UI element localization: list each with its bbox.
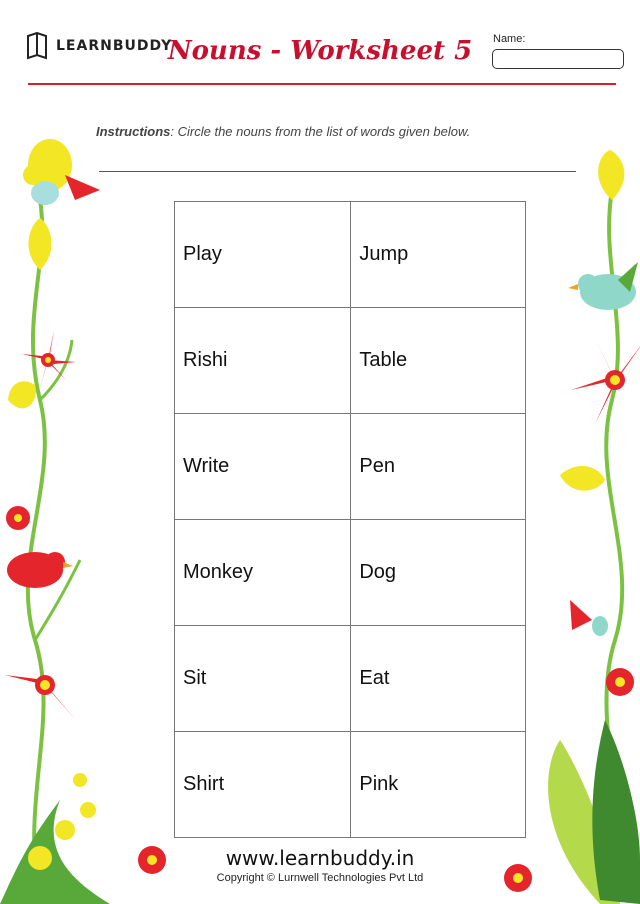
- butterfly-right-illustration: [570, 600, 608, 636]
- seed-ball: [80, 802, 96, 818]
- tulip-right-2: [560, 466, 605, 491]
- name-label: Name:: [493, 33, 526, 45]
- table-row: [175, 732, 526, 838]
- name-field[interactable]: [492, 49, 624, 69]
- table-row: [175, 626, 526, 732]
- footer-url[interactable]: www.learnbuddy.in: [225, 846, 415, 870]
- brand-name: LEARNBUDDY: [56, 38, 173, 54]
- instructions: [96, 124, 470, 139]
- word-cell[interactable]: Play: [175, 202, 351, 308]
- word-cell[interactable]: Rishi: [175, 308, 351, 414]
- tulip-left-1: [28, 218, 51, 270]
- flower-right-2: [606, 668, 634, 696]
- footer-copyright: Copyright © Lurnwell Technologies Pvt Ltd: [216, 872, 424, 884]
- word-cell[interactable]: Dog: [351, 520, 526, 626]
- answer-line: [99, 171, 576, 172]
- word-cell[interactable]: Monkey: [175, 520, 351, 626]
- seed-ball: [55, 820, 75, 840]
- butterfly-illustration: [23, 139, 100, 205]
- word-cell[interactable]: Table: [351, 308, 526, 414]
- word-cell[interactable]: Shirt: [175, 732, 351, 838]
- word-table: [174, 201, 526, 838]
- bird-left-illustration: [7, 552, 73, 588]
- word-cell[interactable]: Write: [175, 414, 351, 520]
- word-cell[interactable]: Eat: [351, 626, 526, 732]
- word-cell[interactable]: Pen: [351, 414, 526, 520]
- table-row: [175, 520, 526, 626]
- bird-right-illustration: [568, 262, 638, 310]
- left-vine-stem: [28, 200, 45, 900]
- header-divider: [28, 83, 616, 85]
- word-cell[interactable]: Pink: [351, 732, 526, 838]
- table-row: [175, 202, 526, 308]
- flower-left-2: [6, 506, 30, 530]
- flower-right-1: [571, 338, 640, 424]
- tulip-left-2: [8, 381, 36, 408]
- table-row: [175, 308, 526, 414]
- instructions-label: Instructions: [96, 124, 171, 139]
- table-row: [175, 414, 526, 520]
- tulip-right-1: [598, 150, 624, 200]
- word-cell[interactable]: Jump: [351, 202, 526, 308]
- word-cell[interactable]: Sit: [175, 626, 351, 732]
- worksheet-title: Nouns - Worksheet 5: [167, 36, 473, 66]
- instructions-text: : Circle the nouns from the list of words given below.: [170, 124, 471, 139]
- seed-ball: [73, 773, 87, 787]
